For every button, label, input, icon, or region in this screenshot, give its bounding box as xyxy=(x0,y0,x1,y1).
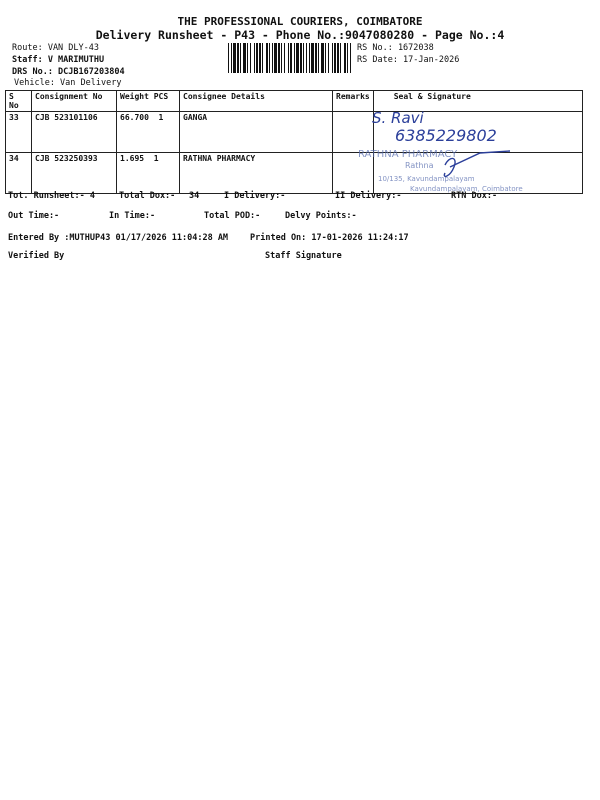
barcode-bar xyxy=(337,43,339,73)
barcode-bar xyxy=(256,43,258,73)
barcode-bar xyxy=(318,43,319,73)
rs-date: RS Date: 17-Jan-2026 xyxy=(357,55,460,65)
table-row xyxy=(6,153,583,194)
col-sno: S No xyxy=(6,91,32,112)
barcode-bar xyxy=(262,43,263,73)
row-consignment: CJB 523101106 xyxy=(32,112,117,153)
barcode-bar xyxy=(311,43,314,73)
row-seal xyxy=(373,153,582,194)
row-pcs: 1 xyxy=(158,113,164,122)
barcode-bar xyxy=(233,43,236,73)
row-consignee: GANGA xyxy=(180,112,333,153)
stamp-line-1: RATHNA PHARMACY xyxy=(358,149,458,160)
barcode-bar xyxy=(347,43,348,73)
stamp-line-2: Rathna xyxy=(405,161,434,170)
row-consignee: RATHNA PHARMACY xyxy=(180,153,333,194)
barcode-bar xyxy=(250,43,251,73)
i-delivery: I Delivery:- xyxy=(224,191,286,201)
total-dox-value: 34 xyxy=(189,191,200,201)
barcode-bar xyxy=(281,43,282,73)
barcode-bar xyxy=(325,43,326,73)
runsheet-table xyxy=(5,90,583,194)
barcode-bar xyxy=(334,43,336,73)
runsheet-title: Delivery Runsheet - P43 - Phone No.:9047080280 - Page No.:4 xyxy=(95,28,505,42)
tot-runsheet: Tot. Runsheet:- 4 xyxy=(8,191,95,201)
barcode-bar xyxy=(274,43,277,73)
row-weight: 1.695 xyxy=(120,154,145,163)
barcode-bar xyxy=(350,43,351,73)
stamp-line-3: 10/135, Kavundampalayam xyxy=(378,175,475,183)
barcode-bar xyxy=(237,43,239,73)
company-name: THE PROFESSIONAL COURIERS, COIMBATORE xyxy=(177,15,423,28)
barcode-bar xyxy=(300,43,302,73)
col-consignee: Consignee Details xyxy=(180,91,333,112)
barcode-bar xyxy=(328,43,329,73)
barcode-bar xyxy=(228,43,229,73)
barcode-bar xyxy=(306,43,307,73)
row-pcs: 1 xyxy=(153,154,159,163)
barcode-bar xyxy=(284,43,285,73)
barcode-bar xyxy=(309,43,310,73)
barcode-bar xyxy=(269,43,270,73)
table-header-row xyxy=(6,91,583,112)
barcode-bar xyxy=(315,43,317,73)
row-remarks xyxy=(333,153,374,194)
table-row xyxy=(6,112,583,153)
vehicle-label: Vehicle: Van Delivery xyxy=(14,78,122,88)
barcode-bar xyxy=(332,43,333,73)
barcode-bar xyxy=(259,43,261,73)
barcode xyxy=(228,43,352,73)
barcode-bar xyxy=(272,43,273,73)
in-time: In Time:- xyxy=(109,211,156,221)
rtn-dox: RTN Dox:- xyxy=(451,191,498,201)
barcode-bar xyxy=(266,43,268,73)
barcode-bar xyxy=(278,43,280,73)
verified-by: Verified By xyxy=(8,251,65,261)
barcode-bar xyxy=(231,43,232,73)
handwritten-name: S. Ravi xyxy=(372,109,424,127)
row-weight-pcs xyxy=(117,112,180,153)
barcode-bar xyxy=(240,43,241,73)
total-dox-label: Total Dox:- xyxy=(119,191,176,201)
row-consignment: CJB 523250393 xyxy=(32,153,117,194)
row-weight-pcs xyxy=(117,153,180,194)
row-weight: 66.700 xyxy=(120,113,149,122)
barcode-bar xyxy=(321,43,324,73)
row-sno: 34 xyxy=(6,153,32,194)
barcode-bar xyxy=(290,43,292,73)
col-weight-pcs: Weight PCS xyxy=(117,91,180,112)
col-consignment: Consignment No xyxy=(32,91,117,112)
barcode-bar xyxy=(254,43,255,73)
staff-signature: Staff Signature xyxy=(265,251,342,261)
barcode-bar xyxy=(296,43,299,73)
route-label: Route: VAN DLY-43 xyxy=(12,43,99,53)
barcode-bar xyxy=(340,43,341,73)
drs-label: DRS No.: DCJB167203804 xyxy=(12,67,125,77)
barcode-bar xyxy=(294,43,295,73)
ii-delivery: II Delivery:- xyxy=(335,191,402,201)
entered-by: Entered By :MUTHUP43 01/17/2026 11:04:28 AM xyxy=(8,233,229,243)
col-seal-signature: Seal & Signature xyxy=(373,91,582,112)
delvy-points: Delvy Points:- xyxy=(285,211,357,221)
col-remarks: Remarks xyxy=(333,91,374,112)
staff-label: Staff: V MARIMUTHU xyxy=(12,55,105,65)
barcode-bar xyxy=(243,43,246,73)
row-seal xyxy=(373,112,582,153)
rs-number: RS No.: 1672038 xyxy=(357,43,434,53)
row-remarks xyxy=(333,112,374,153)
handwritten-phone: 6385229802 xyxy=(395,126,497,145)
total-pod: Total POD:- xyxy=(204,211,261,221)
barcode-bar xyxy=(288,43,289,73)
barcode-bar xyxy=(303,43,304,73)
out-time: Out Time:- xyxy=(8,211,60,221)
row-sno: 33 xyxy=(6,112,32,153)
printed-on: Printed On: 17-01-2026 11:24:17 xyxy=(250,233,409,243)
barcode-bar xyxy=(344,43,346,73)
stamp-line-4: Kavundampalayam, Coimbatore xyxy=(410,185,523,193)
barcode-bar xyxy=(247,43,248,73)
